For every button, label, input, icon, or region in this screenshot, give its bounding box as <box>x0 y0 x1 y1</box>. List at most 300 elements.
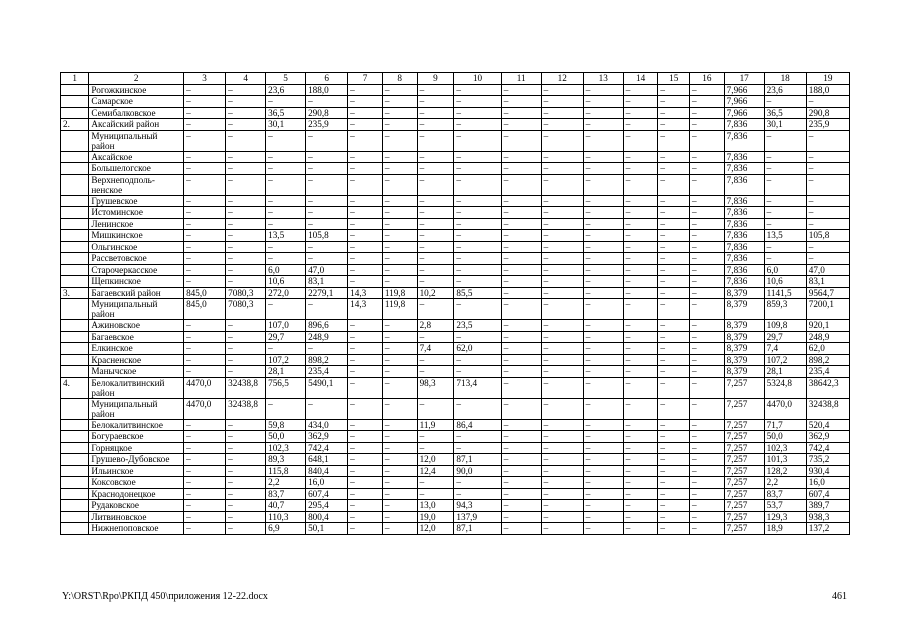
value-cell: – <box>541 276 583 288</box>
value-cell: – <box>348 107 383 119</box>
value-cell: 107,0 <box>266 320 306 332</box>
header-cell: 7 <box>348 73 383 85</box>
value-cell: – <box>623 442 658 454</box>
value-cell: – <box>382 465 417 477</box>
value-cell: 32438,8 <box>226 398 266 419</box>
value-cell: – <box>266 96 306 108</box>
value-cell: – <box>417 299 454 320</box>
value-cell: 38642,3 <box>806 377 849 398</box>
value-cell: – <box>382 195 417 207</box>
value-cell: – <box>348 523 383 535</box>
value-cell: – <box>583 511 623 523</box>
value-cell: – <box>184 174 226 195</box>
value-cell: – <box>184 488 226 500</box>
value-cell: 7,966 <box>724 84 764 96</box>
settlement-name-cell: Грушевское <box>89 195 184 207</box>
value-cell: – <box>226 454 266 466</box>
value-cell: – <box>623 84 658 96</box>
table-row <box>61 119 850 131</box>
value-cell: 248,9 <box>306 331 348 343</box>
value-cell: – <box>184 366 226 378</box>
value-cell: – <box>184 163 226 175</box>
settlement-name-cell: Коксовское <box>89 477 184 489</box>
value-cell: – <box>623 287 658 299</box>
value-cell: – <box>417 477 454 489</box>
header-cell: 10 <box>454 73 501 85</box>
settlement-name-cell: Белокалитвинский район <box>89 377 184 398</box>
value-cell: – <box>689 419 724 431</box>
value-cell: – <box>623 96 658 108</box>
value-cell: – <box>623 130 658 151</box>
value-cell: 7,836 <box>724 276 764 288</box>
value-cell: – <box>583 431 623 443</box>
value-cell: – <box>689 366 724 378</box>
value-cell: – <box>689 377 724 398</box>
row-number-cell <box>61 130 89 151</box>
value-cell: – <box>417 107 454 119</box>
value-cell: – <box>226 96 266 108</box>
value-cell: – <box>583 163 623 175</box>
value-cell: – <box>454 276 501 288</box>
value-cell: – <box>266 130 306 151</box>
row-number-cell <box>61 500 89 512</box>
value-cell: 53,7 <box>764 500 806 512</box>
value-cell: 7,4 <box>417 343 454 355</box>
value-cell: – <box>658 454 690 466</box>
value-cell: 8,379 <box>724 343 764 355</box>
value-cell: – <box>541 500 583 512</box>
settlement-name-cell: Самарское <box>89 96 184 108</box>
value-cell: – <box>417 207 454 219</box>
value-cell: – <box>764 207 806 219</box>
value-cell: 28,1 <box>266 366 306 378</box>
value-cell: – <box>417 84 454 96</box>
value-cell: – <box>541 442 583 454</box>
value-cell: – <box>689 151 724 163</box>
value-cell: – <box>382 419 417 431</box>
header-cell: 4 <box>226 73 266 85</box>
value-cell: – <box>658 276 690 288</box>
value-cell: – <box>583 398 623 419</box>
value-cell: – <box>689 511 724 523</box>
value-cell: – <box>348 331 383 343</box>
value-cell: – <box>454 264 501 276</box>
value-cell: – <box>348 253 383 265</box>
value-cell: – <box>226 218 266 230</box>
value-cell: – <box>658 354 690 366</box>
value-cell: – <box>306 96 348 108</box>
value-cell: – <box>541 299 583 320</box>
value-cell: – <box>382 119 417 131</box>
value-cell: – <box>382 241 417 253</box>
value-cell: – <box>658 107 690 119</box>
value-cell: – <box>583 107 623 119</box>
value-cell: – <box>583 287 623 299</box>
value-cell: 434,0 <box>306 419 348 431</box>
value-cell: – <box>266 398 306 419</box>
value-cell: – <box>623 431 658 443</box>
value-cell: – <box>623 195 658 207</box>
value-cell: – <box>541 354 583 366</box>
value-cell: – <box>541 454 583 466</box>
value-cell: – <box>226 477 266 489</box>
value-cell: 98,3 <box>417 377 454 398</box>
value-cell: – <box>184 195 226 207</box>
value-cell: – <box>623 218 658 230</box>
value-cell: – <box>348 264 383 276</box>
value-cell: – <box>501 523 541 535</box>
value-cell: – <box>382 320 417 332</box>
value-cell: – <box>541 151 583 163</box>
value-cell: – <box>689 477 724 489</box>
value-cell: – <box>583 241 623 253</box>
table-row <box>61 320 850 332</box>
value-cell: – <box>226 230 266 242</box>
row-number-cell <box>61 195 89 207</box>
value-cell: – <box>501 398 541 419</box>
value-cell: – <box>658 241 690 253</box>
value-cell: – <box>454 130 501 151</box>
value-cell: – <box>583 130 623 151</box>
value-cell: – <box>382 253 417 265</box>
settlement-name-cell: Верхнеподполь-ненское <box>89 174 184 195</box>
value-cell: – <box>583 366 623 378</box>
value-cell: – <box>184 207 226 219</box>
value-cell: 10,6 <box>266 276 306 288</box>
value-cell: – <box>689 488 724 500</box>
value-cell: – <box>541 253 583 265</box>
row-number-cell <box>61 230 89 242</box>
value-cell: – <box>417 366 454 378</box>
footer-file-path: Y:\ORST\Rpo\РКПД 450\приложения 12-22.docx <box>62 591 268 602</box>
value-cell: – <box>184 253 226 265</box>
row-number-cell <box>61 511 89 523</box>
value-cell: – <box>306 253 348 265</box>
value-cell: – <box>382 174 417 195</box>
value-cell: 109,8 <box>764 320 806 332</box>
value-cell: – <box>806 96 849 108</box>
value-cell: – <box>541 287 583 299</box>
value-cell: – <box>689 331 724 343</box>
table-row <box>61 500 850 512</box>
value-cell: – <box>501 241 541 253</box>
value-cell: – <box>348 431 383 443</box>
value-cell: – <box>306 130 348 151</box>
value-cell: – <box>689 320 724 332</box>
value-cell: 188,0 <box>806 84 849 96</box>
settlement-name-cell: Горняцкое <box>89 442 184 454</box>
value-cell: – <box>623 119 658 131</box>
value-cell: – <box>623 377 658 398</box>
value-cell: – <box>658 331 690 343</box>
value-cell: – <box>417 398 454 419</box>
value-cell: – <box>623 320 658 332</box>
value-cell: – <box>348 151 383 163</box>
value-cell: – <box>266 195 306 207</box>
value-cell: – <box>226 431 266 443</box>
value-cell: – <box>454 477 501 489</box>
value-cell: 13,5 <box>764 230 806 242</box>
value-cell: – <box>541 241 583 253</box>
row-number-cell <box>61 174 89 195</box>
value-cell: 89,3 <box>266 454 306 466</box>
value-cell: 7,257 <box>724 377 764 398</box>
value-cell: – <box>226 511 266 523</box>
row-number-cell <box>61 477 89 489</box>
value-cell: – <box>417 488 454 500</box>
footer-page-number: 461 <box>832 591 847 602</box>
value-cell: – <box>348 218 383 230</box>
value-cell: – <box>541 107 583 119</box>
table-row <box>61 331 850 343</box>
settlement-name-cell: Манычское <box>89 366 184 378</box>
value-cell: – <box>689 207 724 219</box>
row-number-cell <box>61 218 89 230</box>
settlement-name-cell: Муниципальный район <box>89 299 184 320</box>
row-number-cell <box>61 299 89 320</box>
value-cell: – <box>623 174 658 195</box>
value-cell: 12,4 <box>417 465 454 477</box>
value-cell: – <box>226 276 266 288</box>
value-cell: – <box>348 276 383 288</box>
data-table <box>60 72 850 535</box>
value-cell: 94,3 <box>454 500 501 512</box>
value-cell: 32438,8 <box>226 377 266 398</box>
value-cell: – <box>382 130 417 151</box>
value-cell: – <box>348 354 383 366</box>
value-cell: – <box>689 163 724 175</box>
value-cell: – <box>658 343 690 355</box>
value-cell: – <box>623 354 658 366</box>
value-cell: – <box>226 488 266 500</box>
row-number-cell <box>61 343 89 355</box>
value-cell: – <box>623 500 658 512</box>
settlement-name-cell: Семибалковское <box>89 107 184 119</box>
value-cell: – <box>501 130 541 151</box>
value-cell: – <box>417 442 454 454</box>
value-cell: – <box>382 230 417 242</box>
value-cell: – <box>184 107 226 119</box>
value-cell: – <box>689 431 724 443</box>
value-cell: – <box>541 398 583 419</box>
value-cell: 50,0 <box>266 431 306 443</box>
value-cell: – <box>184 442 226 454</box>
value-cell: – <box>184 500 226 512</box>
value-cell: – <box>806 195 849 207</box>
row-number-cell <box>61 431 89 443</box>
value-cell: – <box>764 130 806 151</box>
value-cell: – <box>382 163 417 175</box>
value-cell: – <box>184 331 226 343</box>
value-cell: 128,2 <box>764 465 806 477</box>
table-row <box>61 454 850 466</box>
value-cell: 742,4 <box>306 442 348 454</box>
value-cell: – <box>348 207 383 219</box>
value-cell: 7080,3 <box>226 299 266 320</box>
value-cell: 7,257 <box>724 477 764 489</box>
value-cell: – <box>382 264 417 276</box>
value-cell: – <box>658 84 690 96</box>
value-cell: – <box>454 442 501 454</box>
value-cell: – <box>382 377 417 398</box>
settlement-name-cell: Богураевское <box>89 431 184 443</box>
value-cell: 7,257 <box>724 465 764 477</box>
value-cell: 16,0 <box>306 477 348 489</box>
row-number-cell <box>61 96 89 108</box>
value-cell: – <box>689 195 724 207</box>
value-cell: – <box>417 264 454 276</box>
value-cell: 71,7 <box>764 419 806 431</box>
value-cell: – <box>454 299 501 320</box>
value-cell: – <box>454 96 501 108</box>
value-cell: – <box>382 107 417 119</box>
value-cell: 9564,7 <box>806 287 849 299</box>
table-row <box>61 511 850 523</box>
value-cell: 2,8 <box>417 320 454 332</box>
value-cell: 29,7 <box>266 331 306 343</box>
value-cell: – <box>501 119 541 131</box>
value-cell: – <box>583 488 623 500</box>
value-cell: – <box>501 207 541 219</box>
value-cell: – <box>623 477 658 489</box>
value-cell: – <box>764 241 806 253</box>
settlement-name-cell: Багаевское <box>89 331 184 343</box>
value-cell: – <box>417 218 454 230</box>
value-cell: – <box>382 218 417 230</box>
value-cell: – <box>226 419 266 431</box>
row-number-cell <box>61 241 89 253</box>
value-cell: – <box>266 299 306 320</box>
header-cell: 8 <box>382 73 417 85</box>
value-cell: – <box>382 276 417 288</box>
settlement-name-cell: Елкинское <box>89 343 184 355</box>
table-row <box>61 276 850 288</box>
value-cell: – <box>226 195 266 207</box>
value-cell: – <box>501 107 541 119</box>
value-cell: – <box>348 84 383 96</box>
value-cell: – <box>689 299 724 320</box>
value-cell: 23,6 <box>266 84 306 96</box>
header-cell: 5 <box>266 73 306 85</box>
value-cell: 898,2 <box>306 354 348 366</box>
value-cell: – <box>623 523 658 535</box>
value-cell: 47,0 <box>806 264 849 276</box>
value-cell: – <box>689 398 724 419</box>
value-cell: – <box>348 130 383 151</box>
value-cell: – <box>501 299 541 320</box>
value-cell: – <box>348 377 383 398</box>
value-cell: 86,4 <box>454 419 501 431</box>
table-row <box>61 377 850 398</box>
value-cell: – <box>689 354 724 366</box>
value-cell: – <box>541 488 583 500</box>
value-cell: – <box>541 84 583 96</box>
table-row <box>61 343 850 355</box>
settlement-name-cell: Нижнепоповское <box>89 523 184 535</box>
value-cell: 7,257 <box>724 398 764 419</box>
value-cell: – <box>623 343 658 355</box>
value-cell: – <box>501 230 541 242</box>
table-row <box>61 253 850 265</box>
value-cell: 36,5 <box>266 107 306 119</box>
value-cell: 83,7 <box>764 488 806 500</box>
value-cell: – <box>658 130 690 151</box>
value-cell: 62,0 <box>806 343 849 355</box>
settlement-name-cell: Рассветовское <box>89 253 184 265</box>
value-cell: 14,3 <box>348 287 383 299</box>
value-cell: – <box>658 398 690 419</box>
value-cell: – <box>541 163 583 175</box>
header-cell: 3 <box>184 73 226 85</box>
value-cell: 107,2 <box>764 354 806 366</box>
settlement-name-cell: Белокалитвинское <box>89 419 184 431</box>
value-cell: – <box>689 96 724 108</box>
value-cell: 8,379 <box>724 366 764 378</box>
value-cell: 11,9 <box>417 419 454 431</box>
row-number-cell <box>61 454 89 466</box>
value-cell: 930,4 <box>806 465 849 477</box>
value-cell: – <box>658 523 690 535</box>
value-cell: 137,9 <box>454 511 501 523</box>
value-cell: – <box>501 195 541 207</box>
header-cell: 13 <box>583 73 623 85</box>
value-cell: – <box>501 377 541 398</box>
row-number-cell: 2. <box>61 119 89 131</box>
value-cell: – <box>541 119 583 131</box>
value-cell: – <box>454 207 501 219</box>
value-cell: – <box>226 354 266 366</box>
value-cell: 23,6 <box>764 84 806 96</box>
value-cell: – <box>658 431 690 443</box>
value-cell: 7,836 <box>724 218 764 230</box>
value-cell: – <box>689 264 724 276</box>
value-cell: 389,7 <box>806 500 849 512</box>
value-cell: – <box>348 398 383 419</box>
value-cell: – <box>226 253 266 265</box>
value-cell: – <box>623 419 658 431</box>
value-cell: – <box>226 331 266 343</box>
value-cell: 4470,0 <box>184 398 226 419</box>
value-cell: – <box>623 488 658 500</box>
value-cell: – <box>266 174 306 195</box>
value-cell: – <box>658 287 690 299</box>
value-cell: 742,4 <box>806 442 849 454</box>
value-cell: – <box>382 488 417 500</box>
table-row <box>61 366 850 378</box>
value-cell: – <box>184 130 226 151</box>
table-row <box>61 130 850 151</box>
value-cell: – <box>417 331 454 343</box>
value-cell: – <box>583 119 623 131</box>
value-cell: – <box>583 96 623 108</box>
settlement-name-cell: Рудаковское <box>89 500 184 512</box>
settlement-name-cell: Ленинское <box>89 218 184 230</box>
value-cell: – <box>226 207 266 219</box>
value-cell: – <box>501 366 541 378</box>
value-cell: 2,2 <box>764 477 806 489</box>
value-cell: 119,8 <box>382 299 417 320</box>
settlement-name-cell: Грушево-Дубовское <box>89 454 184 466</box>
value-cell: – <box>658 477 690 489</box>
value-cell: – <box>689 287 724 299</box>
row-number-cell <box>61 331 89 343</box>
table-row <box>61 488 850 500</box>
value-cell: 7,836 <box>724 195 764 207</box>
row-number-cell <box>61 107 89 119</box>
settlement-name-cell: Рогожкинское <box>89 84 184 96</box>
settlement-name-cell: Ильинское <box>89 465 184 477</box>
value-cell: 105,8 <box>306 230 348 242</box>
